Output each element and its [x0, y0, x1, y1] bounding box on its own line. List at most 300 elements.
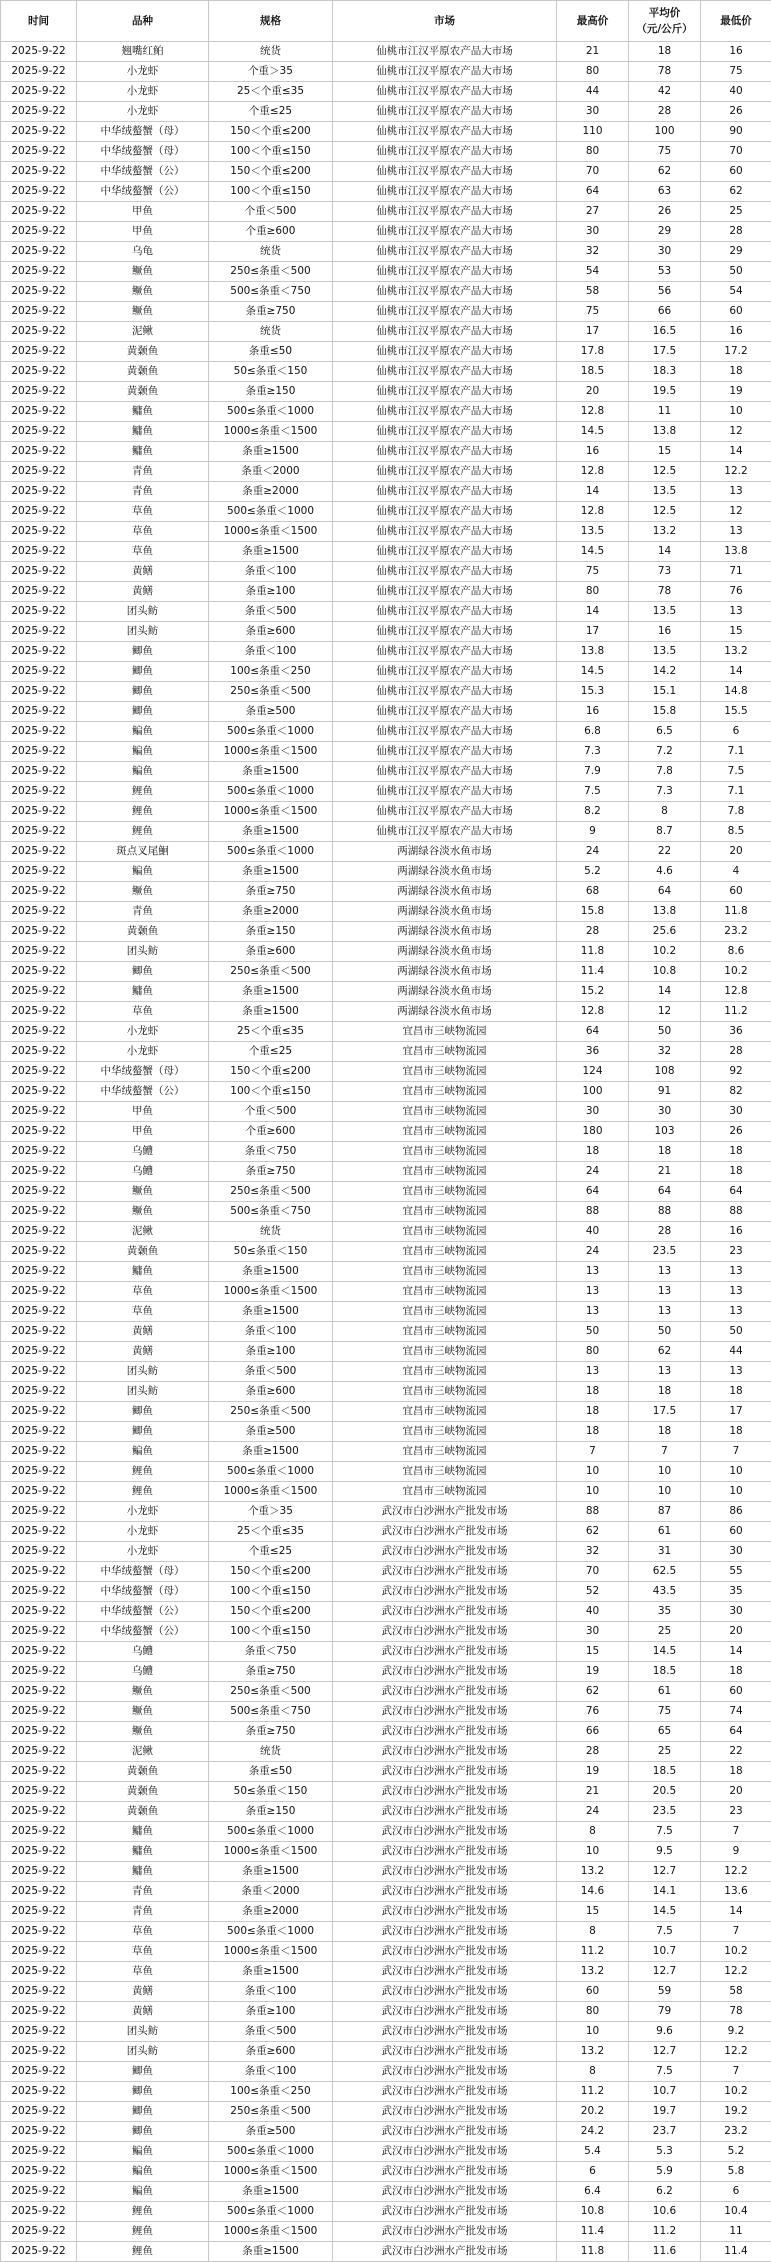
spec-cell: 个重≤25: [209, 1042, 333, 1062]
market-cell: 仙桃市江汉平原农产品大市场: [333, 542, 557, 562]
name-cell: 鳊鱼: [77, 722, 209, 742]
high-cell: 80: [557, 2002, 629, 2022]
spec-cell: 条重≥1500: [209, 1442, 333, 1462]
high-cell: 6: [557, 2162, 629, 2182]
table-row: [1, 62, 771, 82]
name-cell: 甲鱼: [77, 222, 209, 242]
avg-cell: 13.8: [629, 422, 701, 442]
market-cell: 武汉市白沙洲水产批发市场: [333, 2022, 557, 2042]
date-cell: 2025-9-22: [1, 322, 77, 342]
avg-cell: 78: [629, 582, 701, 602]
high-cell: 11.2: [557, 1942, 629, 1962]
table-row: [1, 422, 771, 442]
high-cell: 18: [557, 1382, 629, 1402]
spec-cell: 100≤条重＜250: [209, 2082, 333, 2102]
avg-cell: 18.3: [629, 362, 701, 382]
low-cell: 64: [701, 1182, 771, 1202]
high-cell: 13: [557, 1262, 629, 1282]
date-cell: 2025-9-22: [1, 542, 77, 562]
spec-cell: 条重＜100: [209, 1322, 333, 1342]
low-cell: 35: [701, 1582, 771, 1602]
high-cell: 66: [557, 1722, 629, 1742]
date-cell: 2025-9-22: [1, 762, 77, 782]
low-cell: 60: [701, 882, 771, 902]
date-cell: 2025-9-22: [1, 1122, 77, 1142]
table-row: [1, 962, 771, 982]
date-cell: 2025-9-22: [1, 1462, 77, 1482]
market-cell: 武汉市白沙洲水产批发市场: [333, 1842, 557, 1862]
spec-cell: 500≤条重＜1000: [209, 2202, 333, 2222]
spec-cell: 500≤条重＜1000: [209, 842, 333, 862]
high-cell: 13.2: [557, 1862, 629, 1882]
date-cell: 2025-9-22: [1, 1762, 77, 1782]
spec-cell: 个重＜500: [209, 202, 333, 222]
avg-cell: 10.7: [629, 1942, 701, 1962]
name-cell: 鳜鱼: [77, 1702, 209, 1722]
high-cell: 100: [557, 1082, 629, 1102]
market-cell: 仙桃市江汉平原农产品大市场: [333, 782, 557, 802]
market-cell: 武汉市白沙洲水产批发市场: [333, 1662, 557, 1682]
spec-cell: 条重≥150: [209, 1802, 333, 1822]
avg-cell: 10.7: [629, 2082, 701, 2102]
date-cell: 2025-9-22: [1, 722, 77, 742]
low-cell: 17.2: [701, 342, 771, 362]
date-cell: 2025-9-22: [1, 2062, 77, 2082]
spec-cell: 条重≤50: [209, 1762, 333, 1782]
market-cell: 两湖绿谷淡水鱼市场: [333, 902, 557, 922]
low-cell: 12.2: [701, 1962, 771, 1982]
market-cell: 仙桃市江汉平原农产品大市场: [333, 622, 557, 642]
date-cell: 2025-9-22: [1, 1882, 77, 1902]
avg-cell: 12.5: [629, 502, 701, 522]
high-cell: 10: [557, 1482, 629, 1502]
high-cell: 40: [557, 1602, 629, 1622]
name-cell: 甲鱼: [77, 1122, 209, 1142]
high-cell: 19: [557, 1662, 629, 1682]
name-cell: 鳜鱼: [77, 282, 209, 302]
table-row: [1, 1182, 771, 1202]
avg-cell: 13.8: [629, 902, 701, 922]
table-row: [1, 1482, 771, 1502]
table-row: [1, 342, 771, 362]
avg-cell: 7.8: [629, 762, 701, 782]
name-cell: 乌龟: [77, 242, 209, 262]
avg-cell: 28: [629, 102, 701, 122]
spec-cell: 个重＜500: [209, 1102, 333, 1122]
date-cell: 2025-9-22: [1, 2102, 77, 2122]
name-cell: 团头鲂: [77, 2022, 209, 2042]
low-cell: 23.2: [701, 922, 771, 942]
date-cell: 2025-9-22: [1, 622, 77, 642]
high-cell: 8.2: [557, 802, 629, 822]
name-cell: 鳙鱼: [77, 982, 209, 1002]
market-cell: 宜昌市三峡物流园: [333, 1262, 557, 1282]
market-cell: 武汉市白沙洲水产批发市场: [333, 1582, 557, 1602]
table-row: [1, 1162, 771, 1182]
date-cell: 2025-9-22: [1, 202, 77, 222]
date-cell: 2025-9-22: [1, 982, 77, 1002]
spec-cell: 1000≤条重＜1500: [209, 1842, 333, 1862]
spec-cell: 250≤条重＜500: [209, 262, 333, 282]
low-cell: 10.2: [701, 2082, 771, 2102]
avg-cell: 11.2: [629, 2222, 701, 2242]
low-cell: 12: [701, 502, 771, 522]
market-cell: 仙桃市江汉平原农产品大市场: [333, 602, 557, 622]
table-row: [1, 702, 771, 722]
date-cell: 2025-9-22: [1, 82, 77, 102]
spec-cell: 条重≥1500: [209, 542, 333, 562]
table-row: [1, 2142, 771, 2162]
date-cell: 2025-9-22: [1, 1862, 77, 1882]
avg-cell: 61: [629, 1682, 701, 1702]
name-cell: 中华绒螯蟹（母）: [77, 122, 209, 142]
table-row: [1, 1842, 771, 1862]
market-cell: 武汉市白沙洲水产批发市场: [333, 1522, 557, 1542]
spec-cell: 1000≤条重＜1500: [209, 2162, 333, 2182]
table-row: [1, 642, 771, 662]
high-cell: 14: [557, 602, 629, 622]
high-cell: 14.5: [557, 422, 629, 442]
date-cell: 2025-9-22: [1, 802, 77, 822]
date-cell: 2025-9-22: [1, 282, 77, 302]
table-row: [1, 1102, 771, 1122]
high-cell: 15.8: [557, 902, 629, 922]
low-cell: 13: [701, 1302, 771, 1322]
avg-cell: 56: [629, 282, 701, 302]
spec-cell: 25＜个重≤35: [209, 1022, 333, 1042]
table-row: [1, 1442, 771, 1462]
low-cell: 18: [701, 1422, 771, 1442]
avg-cell: 66: [629, 302, 701, 322]
market-cell: 仙桃市江汉平原农产品大市场: [333, 502, 557, 522]
avg-cell: 17.5: [629, 342, 701, 362]
market-cell: 武汉市白沙洲水产批发市场: [333, 2242, 557, 2262]
high-cell: 21: [557, 1782, 629, 1802]
market-cell: 仙桃市江汉平原农产品大市场: [333, 582, 557, 602]
low-cell: 4: [701, 862, 771, 882]
avg-cell: 75: [629, 1702, 701, 1722]
low-cell: 18: [701, 1142, 771, 1162]
high-cell: 14.5: [557, 542, 629, 562]
spec-cell: 1000≤条重＜1500: [209, 2222, 333, 2242]
date-cell: 2025-9-22: [1, 1202, 77, 1222]
market-cell: 武汉市白沙洲水产批发市场: [333, 1962, 557, 1982]
name-cell: 小龙虾: [77, 102, 209, 122]
table-row: [1, 622, 771, 642]
name-cell: 黄鳝: [77, 1322, 209, 1342]
high-cell: 180: [557, 1122, 629, 1142]
table-row: [1, 1042, 771, 1062]
low-cell: 22: [701, 1742, 771, 1762]
name-cell: 甲鱼: [77, 202, 209, 222]
avg-cell: 12.7: [629, 1962, 701, 1982]
name-cell: 鳜鱼: [77, 262, 209, 282]
name-cell: 黄鳝: [77, 1982, 209, 2002]
spec-cell: 1000≤条重＜1500: [209, 522, 333, 542]
high-cell: 13.2: [557, 1962, 629, 1982]
spec-cell: 条重≥750: [209, 1162, 333, 1182]
market-cell: 宜昌市三峡物流园: [333, 1402, 557, 1422]
date-cell: 2025-9-22: [1, 1182, 77, 1202]
high-cell: 6.4: [557, 2182, 629, 2202]
market-cell: 仙桃市江汉平原农产品大市场: [333, 442, 557, 462]
low-cell: 12.8: [701, 982, 771, 1002]
spec-cell: 条重≥1500: [209, 1002, 333, 1022]
table-row: [1, 1862, 771, 1882]
avg-cell: 35: [629, 1602, 701, 1622]
low-cell: 23: [701, 1242, 771, 1262]
avg-cell: 26: [629, 202, 701, 222]
low-cell: 9.2: [701, 2022, 771, 2042]
low-cell: 23: [701, 1802, 771, 1822]
table-row: [1, 1302, 771, 1322]
spec-cell: 条重≥1500: [209, 2242, 333, 2262]
high-cell: 13: [557, 1282, 629, 1302]
name-cell: 鲫鱼: [77, 2062, 209, 2082]
avg-cell: 10: [629, 1482, 701, 1502]
low-cell: 16: [701, 42, 771, 62]
date-cell: 2025-9-22: [1, 1082, 77, 1102]
table-row: [1, 1582, 771, 1602]
low-cell: 90: [701, 122, 771, 142]
avg-cell: 4.6: [629, 862, 701, 882]
high-cell: 8: [557, 1922, 629, 1942]
high-cell: 15: [557, 1902, 629, 1922]
high-cell: 110: [557, 122, 629, 142]
market-cell: 两湖绿谷淡水鱼市场: [333, 882, 557, 902]
spec-cell: 100≤条重＜250: [209, 662, 333, 682]
market-cell: 武汉市白沙洲水产批发市场: [333, 1782, 557, 1802]
spec-cell: 1000≤条重＜1500: [209, 1282, 333, 1302]
name-cell: 团头鲂: [77, 1382, 209, 1402]
high-cell: 10.8: [557, 2202, 629, 2222]
date-cell: 2025-9-22: [1, 1962, 77, 1982]
high-cell: 80: [557, 1342, 629, 1362]
market-cell: 两湖绿谷淡水鱼市场: [333, 962, 557, 982]
date-cell: 2025-9-22: [1, 522, 77, 542]
high-cell: 11.4: [557, 2222, 629, 2242]
name-cell: 泥鳅: [77, 1222, 209, 1242]
date-cell: 2025-9-22: [1, 1262, 77, 1282]
date-cell: 2025-9-22: [1, 1502, 77, 1522]
high-cell: 28: [557, 1742, 629, 1762]
date-cell: 2025-9-22: [1, 142, 77, 162]
date-cell: 2025-9-22: [1, 1242, 77, 1262]
name-cell: 鳜鱼: [77, 302, 209, 322]
table-row: [1, 242, 771, 262]
high-cell: 13.2: [557, 2042, 629, 2062]
avg-cell: 16: [629, 622, 701, 642]
name-cell: 鳊鱼: [77, 2182, 209, 2202]
market-cell: 仙桃市江汉平原农产品大市场: [333, 322, 557, 342]
low-cell: 13.8: [701, 542, 771, 562]
high-cell: 13: [557, 1302, 629, 1322]
high-cell: 15.3: [557, 682, 629, 702]
spec-cell: 50≤条重＜150: [209, 362, 333, 382]
market-cell: 武汉市白沙洲水产批发市场: [333, 1922, 557, 1942]
market-cell: 武汉市白沙洲水产批发市场: [333, 2182, 557, 2202]
market-cell: 仙桃市江汉平原农产品大市场: [333, 362, 557, 382]
table-row: [1, 662, 771, 682]
date-cell: 2025-9-22: [1, 1682, 77, 1702]
avg-cell: 21: [629, 1162, 701, 1182]
table-header: [1, 1, 771, 42]
date-cell: 2025-9-22: [1, 842, 77, 862]
market-cell: 仙桃市江汉平原农产品大市场: [333, 822, 557, 842]
table-row: [1, 1342, 771, 1362]
low-cell: 23.2: [701, 2122, 771, 2142]
spec-cell: 1000≤条重＜1500: [209, 422, 333, 442]
date-cell: 2025-9-22: [1, 702, 77, 722]
avg-cell: 25: [629, 1622, 701, 1642]
spec-cell: 条重≥1500: [209, 1862, 333, 1882]
date-cell: 2025-9-22: [1, 2202, 77, 2222]
low-cell: 28: [701, 1042, 771, 1062]
name-cell: 鳊鱼: [77, 2142, 209, 2162]
table-row: [1, 1602, 771, 1622]
avg-cell: 23.5: [629, 1802, 701, 1822]
header-row: [1, 1, 771, 42]
high-cell: 12.8: [557, 402, 629, 422]
low-cell: 7: [701, 2062, 771, 2082]
low-cell: 5.8: [701, 2162, 771, 2182]
avg-cell: 14: [629, 542, 701, 562]
market-cell: 宜昌市三峡物流园: [333, 1242, 557, 1262]
date-cell: 2025-9-22: [1, 862, 77, 882]
avg-cell: 32: [629, 1042, 701, 1062]
name-cell: 鲫鱼: [77, 2122, 209, 2142]
date-cell: 2025-9-22: [1, 1482, 77, 1502]
high-cell: 27: [557, 202, 629, 222]
date-cell: 2025-9-22: [1, 602, 77, 622]
header-low: 最低价: [701, 1, 771, 42]
high-cell: 18.5: [557, 362, 629, 382]
date-cell: 2025-9-22: [1, 1362, 77, 1382]
high-cell: 5.4: [557, 2142, 629, 2162]
low-cell: 16: [701, 1222, 771, 1242]
spec-cell: 250≤条重＜500: [209, 2102, 333, 2122]
table-row: [1, 142, 771, 162]
low-cell: 13: [701, 1262, 771, 1282]
spec-cell: 统货: [209, 1222, 333, 1242]
market-cell: 仙桃市江汉平原农产品大市场: [333, 562, 557, 582]
low-cell: 7.8: [701, 802, 771, 822]
name-cell: 青鱼: [77, 482, 209, 502]
table-row: [1, 2102, 771, 2122]
high-cell: 50: [557, 1322, 629, 1342]
low-cell: 12.2: [701, 2042, 771, 2062]
high-cell: 75: [557, 302, 629, 322]
table-row: [1, 382, 771, 402]
market-cell: 武汉市白沙洲水产批发市场: [333, 1502, 557, 1522]
table-row: [1, 982, 771, 1002]
high-cell: 60: [557, 1982, 629, 2002]
avg-cell: 5.9: [629, 2162, 701, 2182]
spec-cell: 条重≥2000: [209, 482, 333, 502]
name-cell: 鳜鱼: [77, 1202, 209, 1222]
low-cell: 36: [701, 1022, 771, 1042]
table-row: [1, 442, 771, 462]
high-cell: 20.2: [557, 2102, 629, 2122]
low-cell: 7: [701, 1822, 771, 1842]
spec-cell: 25＜个重≤35: [209, 82, 333, 102]
high-cell: 15.2: [557, 982, 629, 1002]
name-cell: 草鱼: [77, 1942, 209, 1962]
date-cell: 2025-9-22: [1, 782, 77, 802]
market-cell: 武汉市白沙洲水产批发市场: [333, 1882, 557, 1902]
spec-cell: 条重≥750: [209, 302, 333, 322]
spec-cell: 统货: [209, 42, 333, 62]
avg-cell: 14.1: [629, 1882, 701, 1902]
high-cell: 36: [557, 1042, 629, 1062]
avg-cell: 53: [629, 262, 701, 282]
low-cell: 14: [701, 662, 771, 682]
high-cell: 6.8: [557, 722, 629, 742]
date-cell: 2025-9-22: [1, 1402, 77, 1422]
high-cell: 30: [557, 1622, 629, 1642]
market-cell: 仙桃市江汉平原农产品大市场: [333, 222, 557, 242]
name-cell: 黄颡鱼: [77, 1242, 209, 1262]
name-cell: 鳙鱼: [77, 1822, 209, 1842]
market-cell: 仙桃市江汉平原农产品大市场: [333, 282, 557, 302]
spec-cell: 条重≥1500: [209, 982, 333, 1002]
date-cell: 2025-9-22: [1, 482, 77, 502]
market-cell: 宜昌市三峡物流园: [333, 1422, 557, 1442]
avg-cell: 50: [629, 1322, 701, 1342]
name-cell: 草鱼: [77, 1282, 209, 1302]
low-cell: 15: [701, 622, 771, 642]
spec-cell: 500≤条重＜1000: [209, 402, 333, 422]
date-cell: 2025-9-22: [1, 1622, 77, 1642]
market-cell: 武汉市白沙洲水产批发市场: [333, 1642, 557, 1662]
spec-cell: 500≤条重＜1000: [209, 1822, 333, 1842]
date-cell: 2025-9-22: [1, 662, 77, 682]
low-cell: 70: [701, 142, 771, 162]
table-row: [1, 2082, 771, 2102]
high-cell: 13.8: [557, 642, 629, 662]
table-row: [1, 1722, 771, 1742]
table-row: [1, 1362, 771, 1382]
low-cell: 20: [701, 1622, 771, 1642]
high-cell: 12.8: [557, 1002, 629, 1022]
table-row: [1, 2002, 771, 2022]
table-row: [1, 862, 771, 882]
spec-cell: 500≤条重＜1000: [209, 502, 333, 522]
date-cell: 2025-9-22: [1, 2042, 77, 2062]
table-row: [1, 482, 771, 502]
header-market: 市场: [333, 1, 557, 42]
date-cell: 2025-9-22: [1, 1522, 77, 1542]
low-cell: 7: [701, 1442, 771, 1462]
spec-cell: 条重＜500: [209, 2022, 333, 2042]
date-cell: 2025-9-22: [1, 562, 77, 582]
table-row: [1, 1622, 771, 1642]
table-row: [1, 902, 771, 922]
avg-cell: 73: [629, 562, 701, 582]
date-cell: 2025-9-22: [1, 62, 77, 82]
market-cell: 两湖绿谷淡水鱼市场: [333, 1002, 557, 1022]
table-row: [1, 1062, 771, 1082]
avg-cell: 19.5: [629, 382, 701, 402]
name-cell: 鲫鱼: [77, 662, 209, 682]
table-row: [1, 1562, 771, 1582]
market-cell: 武汉市白沙洲水产批发市场: [333, 1762, 557, 1782]
market-cell: 两湖绿谷淡水鱼市场: [333, 942, 557, 962]
spec-cell: 条重≥500: [209, 2122, 333, 2142]
date-cell: 2025-9-22: [1, 102, 77, 122]
name-cell: 团头鲂: [77, 2042, 209, 2062]
spec-cell: 条重≥100: [209, 2002, 333, 2022]
